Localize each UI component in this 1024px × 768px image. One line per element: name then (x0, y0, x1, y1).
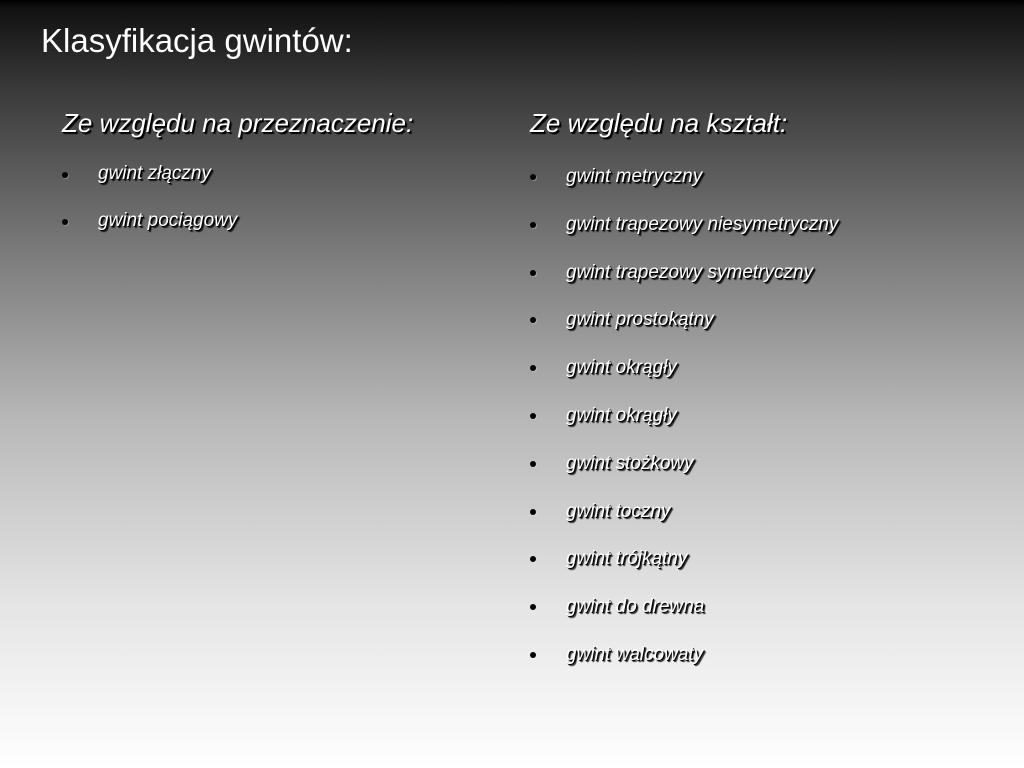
purpose-list (62, 163, 482, 257)
list-item (530, 596, 1000, 644)
list-item (530, 357, 1000, 405)
slide-title: Klasyfikacja gwintów: (41, 22, 353, 59)
list-item-label: gwint trapezowy symetryczny (566, 261, 814, 283)
list-item (530, 548, 1000, 596)
list-item-label: gwint do drewna (566, 596, 705, 618)
list-item-label: gwint okrągły (566, 404, 677, 426)
shape-list (530, 166, 1000, 692)
bullet-icon (530, 652, 536, 658)
bullet-icon (530, 556, 536, 562)
bullet-icon (530, 365, 536, 371)
list-item (530, 644, 1000, 692)
list-item-label: gwint prostokątny (566, 309, 714, 331)
bullet-icon (530, 604, 536, 610)
list-item-label: gwint pociągowy (98, 210, 238, 231)
bullet-icon (62, 219, 68, 225)
column-by-shape (530, 108, 1000, 692)
column-by-purpose (62, 108, 482, 257)
list-item (530, 214, 1000, 262)
list-item (530, 453, 1000, 501)
list-item-label: gwint metryczny (566, 166, 703, 187)
list-item (530, 166, 1000, 214)
bullet-icon (530, 222, 536, 228)
bullet-icon (530, 413, 536, 419)
bullet-icon (530, 174, 536, 180)
list-item-label: gwint toczny (566, 500, 671, 522)
list-item-label: gwint trapezowy niesymetryczny (566, 213, 839, 235)
list-item (530, 309, 1000, 357)
bullet-icon (62, 172, 68, 178)
list-item-label: gwint trójkątny (566, 548, 688, 570)
bullet-icon (530, 461, 536, 467)
list-item-label: gwint złączny (98, 163, 211, 184)
column-heading-purpose: Ze względu na przeznaczenie: (62, 108, 414, 138)
list-item-label: gwint walcowaty (566, 643, 704, 665)
list-item (530, 262, 1000, 310)
list-item (530, 501, 1000, 549)
column-heading-shape: Ze względu na kształt: (530, 108, 788, 138)
bullet-icon (530, 509, 536, 515)
list-item-label: gwint okrągły (566, 357, 677, 379)
list-item-label: gwint stożkowy (566, 452, 694, 474)
list-item (530, 405, 1000, 453)
list-item (62, 210, 482, 257)
bullet-icon (530, 270, 536, 276)
bullet-icon (530, 317, 536, 323)
list-item (62, 163, 482, 210)
